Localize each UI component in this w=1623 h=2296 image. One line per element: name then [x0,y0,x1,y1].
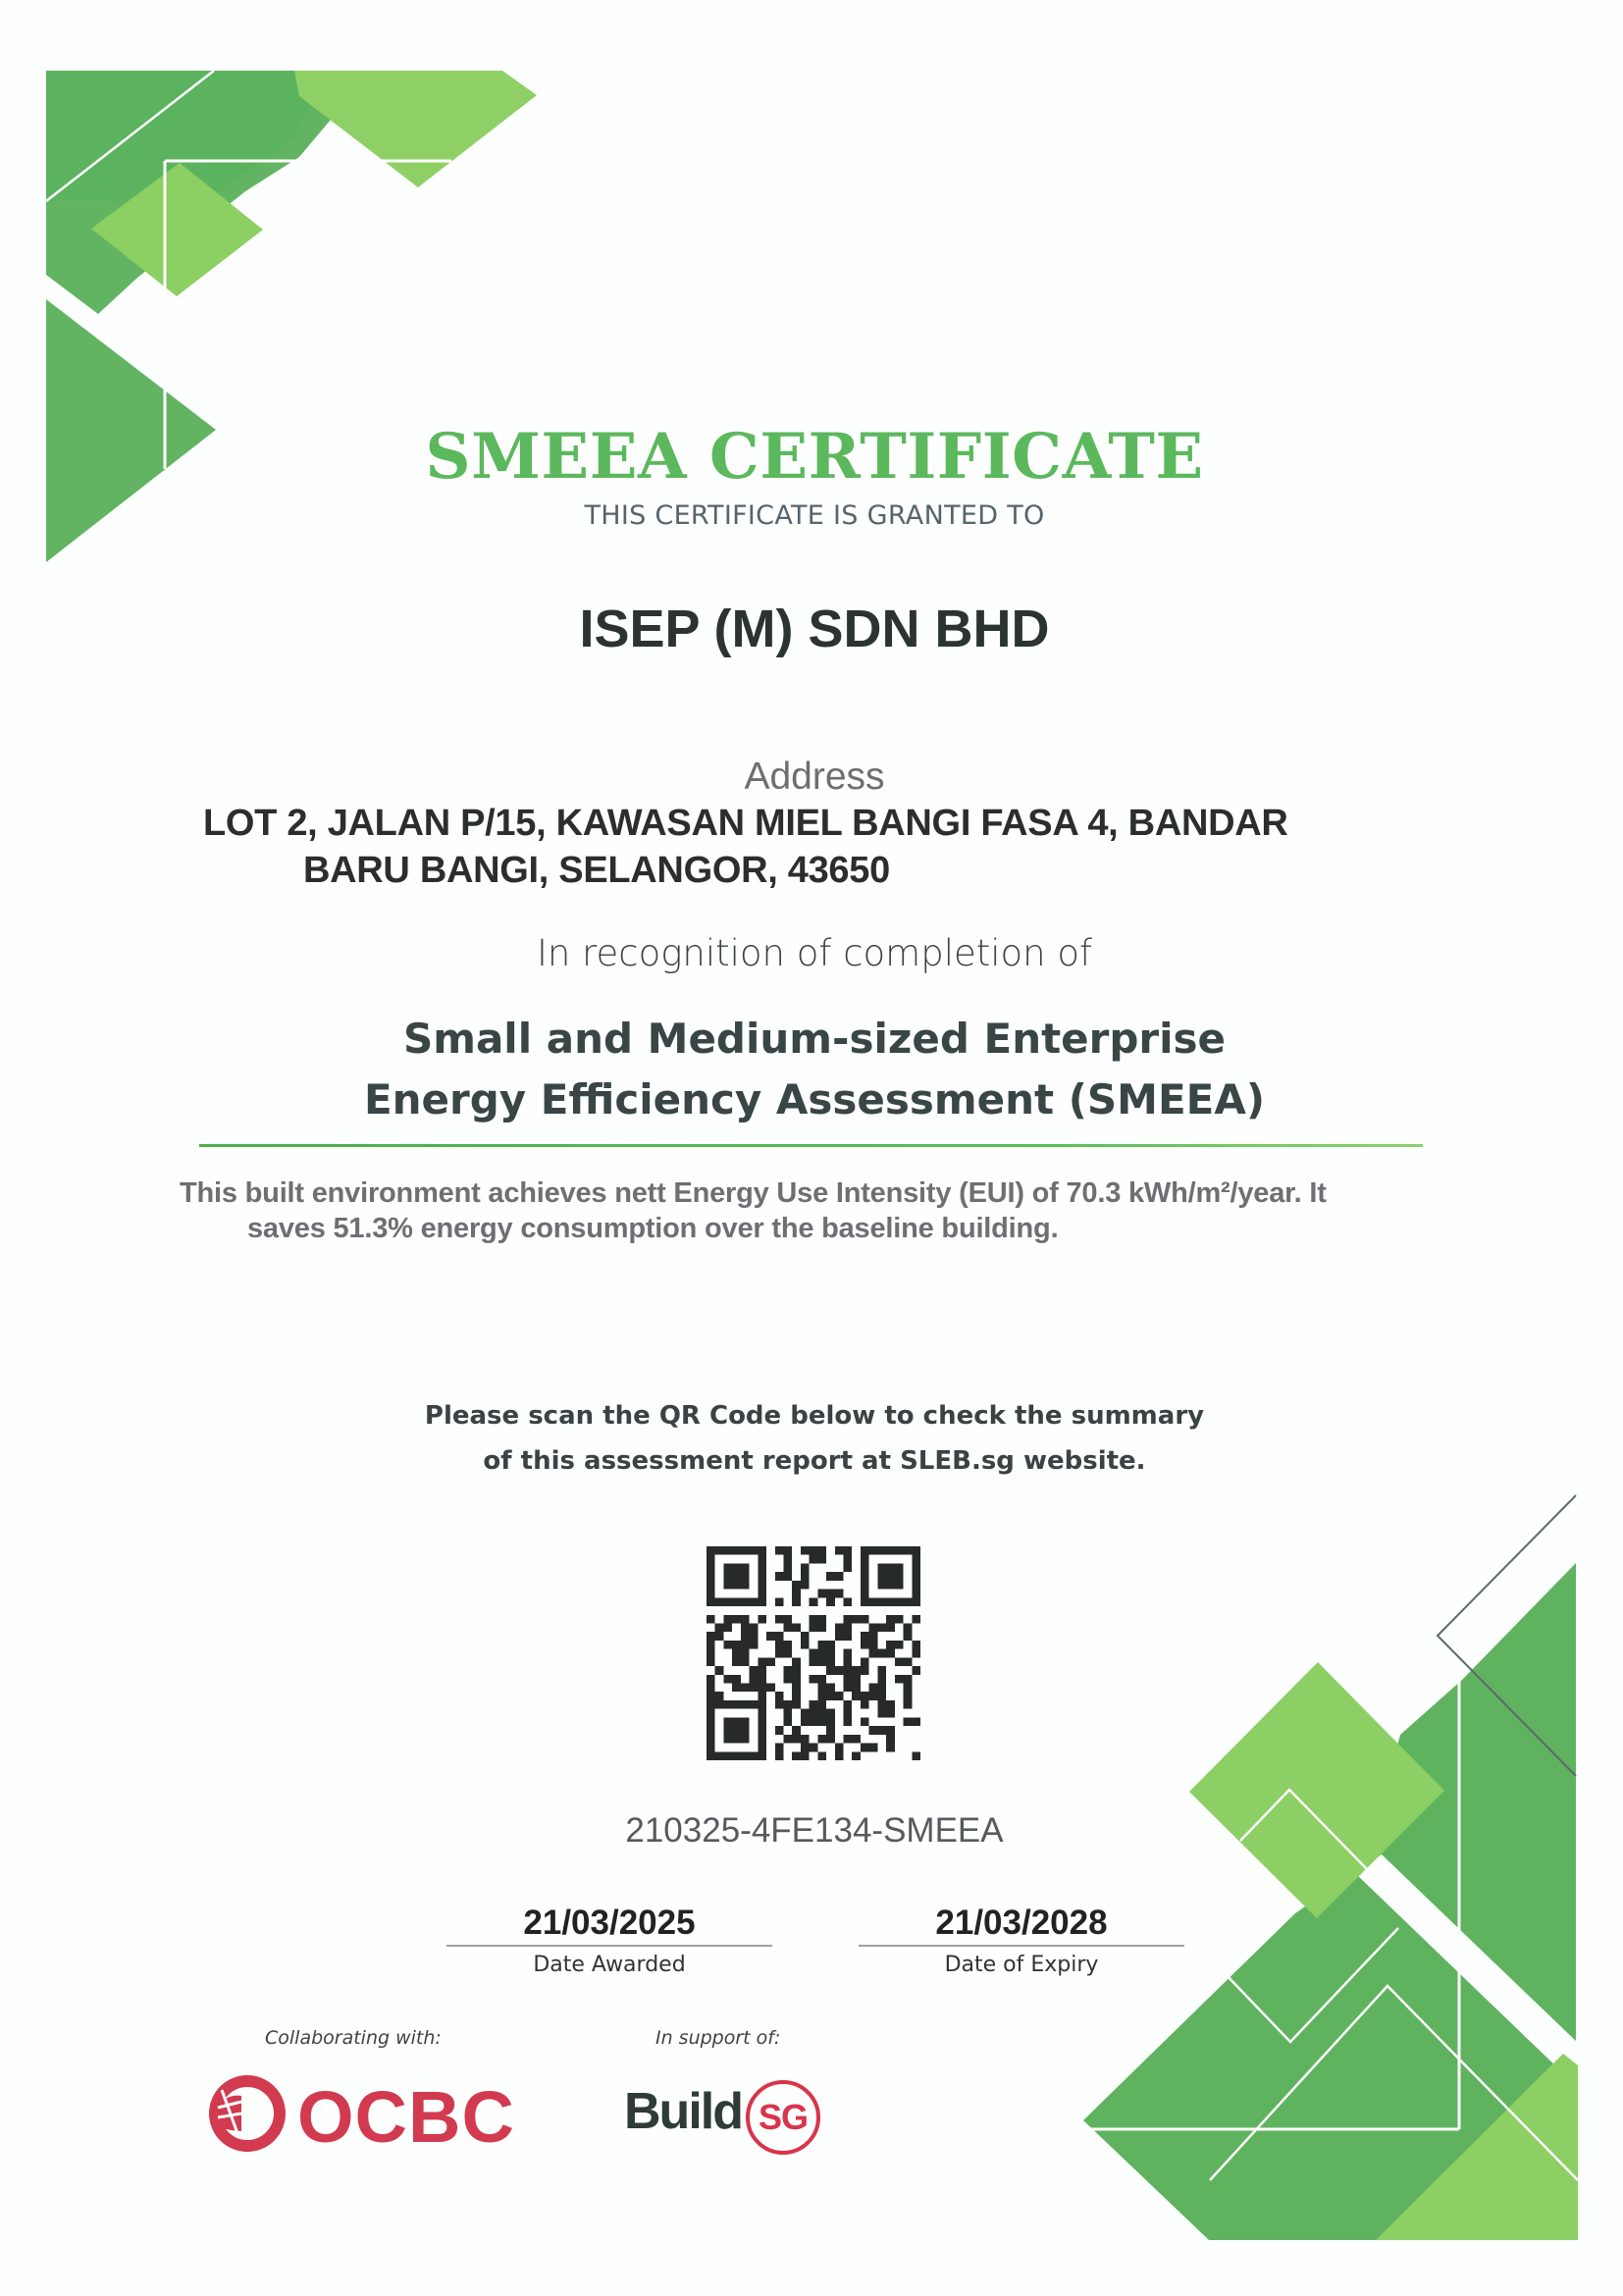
recipient-name: ISEP (M) SDN BHD [579,600,1050,658]
description-line-1: This built environment achieves nett Energy Use Intensity (EUI) of 70.3 kWh/m²/year. It [180,1177,1327,1209]
bottom-right-geometric-ornament [1083,1495,1578,2240]
date-expiry-label: Date of Expiry [944,1953,1099,1977]
collaborating-label: Collaborating with: [265,2027,442,2049]
ocbc-logo-text: OCBC [297,2076,515,2158]
address-label: Address [744,756,885,798]
date-expiry-block [859,1904,1184,1977]
buildsg-logo-build: Build [624,2083,742,2140]
certificate-code: 210325-4FE134-SMEEA [625,1811,1004,1850]
date-awarded-label: Date Awarded [533,1953,686,1977]
support-label: In support of: [655,2027,781,2049]
qr-code-icon[interactable] [707,1546,920,1760]
section-divider [199,1144,1423,1147]
program-title-line-2: Energy Efficiency Assessment (SMEEA) [363,1075,1266,1123]
address-line-1: LOT 2, JALAN P/15, KAWASAN MIEL BANGI FASA 4, BANDAR [203,803,1288,844]
qr-instruction-line-2: of this assessment report at SLEB.sg website. [483,1446,1146,1476]
date-expiry-value: 21/03/2028 [935,1904,1108,1942]
certificate-subtitle: THIS CERTIFICATE IS GRANTED TO [584,500,1045,531]
certificate-title: SMEEA CERTIFICATE [425,420,1204,494]
date-awarded-rule [446,1945,772,1947]
date-expiry-rule [859,1945,1184,1947]
description-line-2: saves 51.3% energy consumption over the baseline building. [247,1213,1059,1244]
program-title-line-1: Small and Medium-sized Enterprise [402,1015,1227,1063]
date-awarded-value: 21/03/2025 [523,1904,696,1942]
address-line-2: BARU BANGI, SELANGOR, 43650 [303,850,890,891]
recognition-text: In recognition of completion of [536,932,1093,974]
buildsg-logo-sg: SG [746,2080,820,2155]
date-awarded-block [446,1904,772,1977]
qr-instruction-line-1: Please scan the QR Code below to check the summary [424,1401,1205,1431]
